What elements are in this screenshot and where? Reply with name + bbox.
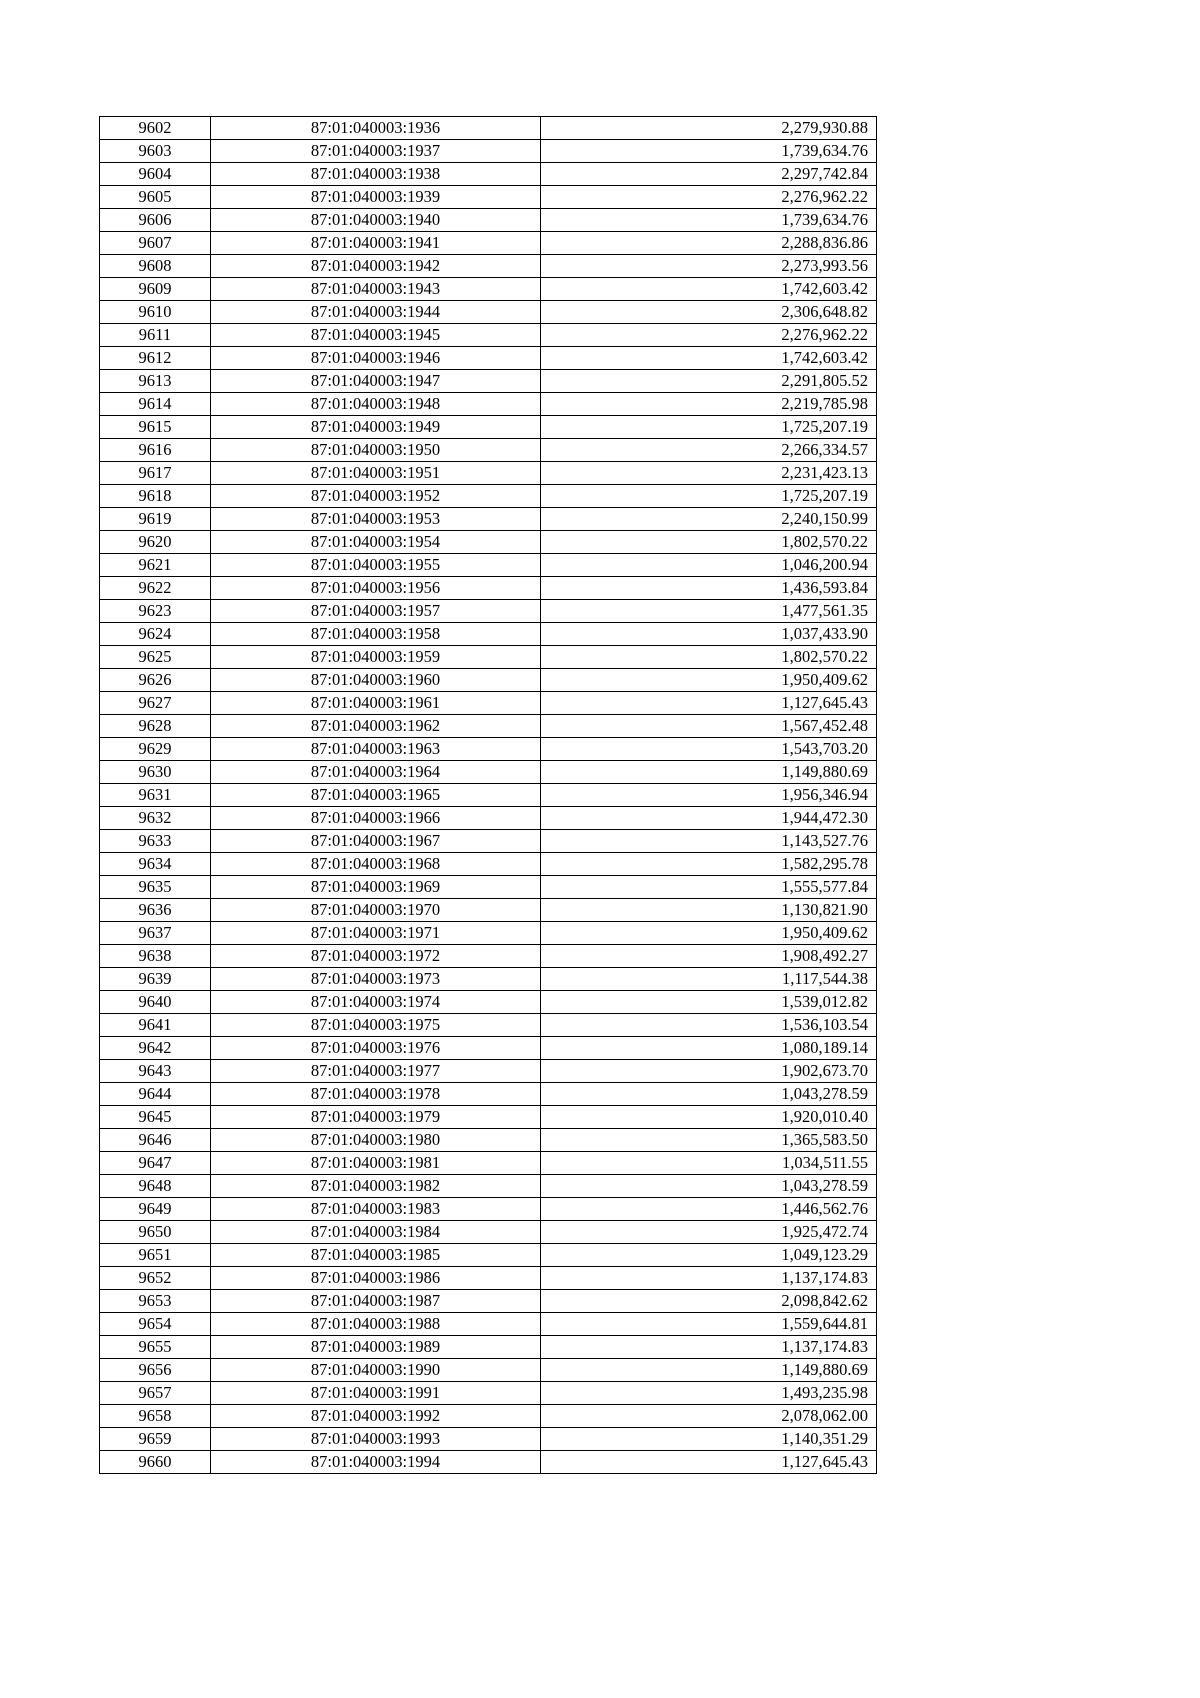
row-number-cell: 9656 xyxy=(100,1359,211,1382)
cadastral-value-cell: 1,944,472.30 xyxy=(541,807,877,830)
row-number-cell: 9619 xyxy=(100,508,211,531)
table-row xyxy=(100,1336,877,1359)
row-number-cell: 9635 xyxy=(100,876,211,899)
cadastral-value-cell: 1,950,409.62 xyxy=(541,669,877,692)
row-number-cell: 9629 xyxy=(100,738,211,761)
cadastral-value-cell: 1,127,645.43 xyxy=(541,692,877,715)
row-number-cell: 9606 xyxy=(100,209,211,232)
cadastral-number-cell: 87:01:040003:1991 xyxy=(211,1382,541,1405)
table-row xyxy=(100,715,877,738)
row-number-cell: 9602 xyxy=(100,117,211,140)
cadastral-number-cell: 87:01:040003:1979 xyxy=(211,1106,541,1129)
row-number-cell: 9645 xyxy=(100,1106,211,1129)
table-row xyxy=(100,853,877,876)
cadastral-value-cell: 1,559,644.81 xyxy=(541,1313,877,1336)
row-number-cell: 9605 xyxy=(100,186,211,209)
table-row xyxy=(100,1014,877,1037)
row-number-cell: 9603 xyxy=(100,140,211,163)
table-row xyxy=(100,485,877,508)
cadastral-value-cell: 1,034,511.55 xyxy=(541,1152,877,1175)
cadastral-value-cell: 1,436,593.84 xyxy=(541,577,877,600)
cadastral-number-cell: 87:01:040003:1940 xyxy=(211,209,541,232)
table-row xyxy=(100,1129,877,1152)
row-number-cell: 9626 xyxy=(100,669,211,692)
row-number-cell: 9649 xyxy=(100,1198,211,1221)
cadastral-value-cell: 1,493,235.98 xyxy=(541,1382,877,1405)
cadastral-number-cell: 87:01:040003:1983 xyxy=(211,1198,541,1221)
row-number-cell: 9614 xyxy=(100,393,211,416)
row-number-cell: 9610 xyxy=(100,301,211,324)
row-number-cell: 9636 xyxy=(100,899,211,922)
table-row xyxy=(100,462,877,485)
table-row xyxy=(100,830,877,853)
table-row xyxy=(100,922,877,945)
cadastral-number-cell: 87:01:040003:1962 xyxy=(211,715,541,738)
row-number-cell: 9646 xyxy=(100,1129,211,1152)
cadastral-number-cell: 87:01:040003:1964 xyxy=(211,761,541,784)
cadastral-number-cell: 87:01:040003:1941 xyxy=(211,232,541,255)
row-number-cell: 9617 xyxy=(100,462,211,485)
cadastral-number-cell: 87:01:040003:1955 xyxy=(211,554,541,577)
table-row xyxy=(100,1060,877,1083)
cadastral-number-cell: 87:01:040003:1985 xyxy=(211,1244,541,1267)
cadastral-value-cell: 1,137,174.83 xyxy=(541,1267,877,1290)
row-number-cell: 9616 xyxy=(100,439,211,462)
table-row xyxy=(100,1428,877,1451)
table-row xyxy=(100,600,877,623)
cadastral-value-cell: 1,149,880.69 xyxy=(541,761,877,784)
cadastral-value-cell: 1,543,703.20 xyxy=(541,738,877,761)
cadastral-value-cell: 1,802,570.22 xyxy=(541,646,877,669)
cadastral-number-cell: 87:01:040003:1972 xyxy=(211,945,541,968)
table-row xyxy=(100,209,877,232)
cadastral-number-cell: 87:01:040003:1960 xyxy=(211,669,541,692)
cadastral-number-cell: 87:01:040003:1954 xyxy=(211,531,541,554)
row-number-cell: 9615 xyxy=(100,416,211,439)
cadastral-number-cell: 87:01:040003:1988 xyxy=(211,1313,541,1336)
cadastral-number-cell: 87:01:040003:1969 xyxy=(211,876,541,899)
cadastral-value-cell: 1,130,821.90 xyxy=(541,899,877,922)
table-row xyxy=(100,1152,877,1175)
cadastral-number-cell: 87:01:040003:1945 xyxy=(211,324,541,347)
row-number-cell: 9631 xyxy=(100,784,211,807)
row-number-cell: 9637 xyxy=(100,922,211,945)
row-number-cell: 9651 xyxy=(100,1244,211,1267)
row-number-cell: 9630 xyxy=(100,761,211,784)
cadastral-value-cell: 1,742,603.42 xyxy=(541,347,877,370)
row-number-cell: 9655 xyxy=(100,1336,211,1359)
table-row xyxy=(100,370,877,393)
table-row xyxy=(100,255,877,278)
cadastral-number-cell: 87:01:040003:1987 xyxy=(211,1290,541,1313)
cadastral-number-cell: 87:01:040003:1980 xyxy=(211,1129,541,1152)
cadastral-value-cell: 1,080,189.14 xyxy=(541,1037,877,1060)
cadastral-value-cell: 1,802,570.22 xyxy=(541,531,877,554)
cadastral-number-cell: 87:01:040003:1990 xyxy=(211,1359,541,1382)
cadastral-value-cell: 1,477,561.35 xyxy=(541,600,877,623)
cadastral-value-cell: 1,902,673.70 xyxy=(541,1060,877,1083)
table-row xyxy=(100,1106,877,1129)
row-number-cell: 9612 xyxy=(100,347,211,370)
row-number-cell: 9613 xyxy=(100,370,211,393)
cadastral-number-cell: 87:01:040003:1957 xyxy=(211,600,541,623)
cadastral-number-cell: 87:01:040003:1981 xyxy=(211,1152,541,1175)
row-number-cell: 9653 xyxy=(100,1290,211,1313)
cadastral-value-cell: 1,037,433.90 xyxy=(541,623,877,646)
table-row xyxy=(100,163,877,186)
cadastral-value-cell: 1,143,527.76 xyxy=(541,830,877,853)
cadastral-number-cell: 87:01:040003:1975 xyxy=(211,1014,541,1037)
row-number-cell: 9642 xyxy=(100,1037,211,1060)
table-row xyxy=(100,991,877,1014)
cadastral-number-cell: 87:01:040003:1947 xyxy=(211,370,541,393)
row-number-cell: 9654 xyxy=(100,1313,211,1336)
cadastral-number-cell: 87:01:040003:1948 xyxy=(211,393,541,416)
cadastral-number-cell: 87:01:040003:1966 xyxy=(211,807,541,830)
cadastral-value-cell: 1,567,452.48 xyxy=(541,715,877,738)
cadastral-number-cell: 87:01:040003:1936 xyxy=(211,117,541,140)
cadastral-number-cell: 87:01:040003:1977 xyxy=(211,1060,541,1083)
row-number-cell: 9650 xyxy=(100,1221,211,1244)
cadastral-number-cell: 87:01:040003:1950 xyxy=(211,439,541,462)
table-row xyxy=(100,393,877,416)
table-row xyxy=(100,554,877,577)
cadastral-number-cell: 87:01:040003:1970 xyxy=(211,899,541,922)
row-number-cell: 9640 xyxy=(100,991,211,1014)
table-row xyxy=(100,140,877,163)
cadastral-value-cell: 1,920,010.40 xyxy=(541,1106,877,1129)
table-row xyxy=(100,807,877,830)
cadastral-value-cell: 1,043,278.59 xyxy=(541,1175,877,1198)
cadastral-value-cell: 1,725,207.19 xyxy=(541,485,877,508)
table-row xyxy=(100,945,877,968)
table-row xyxy=(100,1083,877,1106)
table-row xyxy=(100,1313,877,1336)
cadastral-value-cell: 2,273,993.56 xyxy=(541,255,877,278)
cadastral-number-cell: 87:01:040003:1993 xyxy=(211,1428,541,1451)
cadastral-number-cell: 87:01:040003:1965 xyxy=(211,784,541,807)
cadastral-value-cell: 1,127,645.43 xyxy=(541,1451,877,1474)
cadastral-value-cell: 2,078,062.00 xyxy=(541,1405,877,1428)
cadastral-number-cell: 87:01:040003:1968 xyxy=(211,853,541,876)
table-row xyxy=(100,1405,877,1428)
table-row xyxy=(100,531,877,554)
table-row xyxy=(100,416,877,439)
row-number-cell: 9625 xyxy=(100,646,211,669)
table-row xyxy=(100,1267,877,1290)
row-number-cell: 9620 xyxy=(100,531,211,554)
cadastral-number-cell: 87:01:040003:1949 xyxy=(211,416,541,439)
table-row xyxy=(100,1359,877,1382)
table-row xyxy=(100,968,877,991)
table-row xyxy=(100,1290,877,1313)
cadastral-value-cell: 2,240,150.99 xyxy=(541,508,877,531)
cadastral-value-cell: 2,276,962.22 xyxy=(541,324,877,347)
cadastral-value-cell: 1,539,012.82 xyxy=(541,991,877,1014)
table-row xyxy=(100,324,877,347)
table-row xyxy=(100,899,877,922)
table-row xyxy=(100,646,877,669)
cadastral-number-cell: 87:01:040003:1959 xyxy=(211,646,541,669)
cadastral-number-cell: 87:01:040003:1974 xyxy=(211,991,541,1014)
cadastral-number-cell: 87:01:040003:1986 xyxy=(211,1267,541,1290)
row-number-cell: 9624 xyxy=(100,623,211,646)
cadastral-value-cell: 1,582,295.78 xyxy=(541,853,877,876)
cadastral-number-cell: 87:01:040003:1946 xyxy=(211,347,541,370)
table-row xyxy=(100,784,877,807)
table-row xyxy=(100,623,877,646)
row-number-cell: 9658 xyxy=(100,1405,211,1428)
row-number-cell: 9641 xyxy=(100,1014,211,1037)
row-number-cell: 9644 xyxy=(100,1083,211,1106)
cadastral-value-cell: 2,306,648.82 xyxy=(541,301,877,324)
cadastral-value-cell: 1,446,562.76 xyxy=(541,1198,877,1221)
cadastral-value-cell: 1,908,492.27 xyxy=(541,945,877,968)
cadastral-number-cell: 87:01:040003:1951 xyxy=(211,462,541,485)
cadastral-number-cell: 87:01:040003:1944 xyxy=(211,301,541,324)
table-body xyxy=(100,117,877,1474)
row-number-cell: 9618 xyxy=(100,485,211,508)
cadastral-number-cell: 87:01:040003:1956 xyxy=(211,577,541,600)
row-number-cell: 9652 xyxy=(100,1267,211,1290)
cadastral-value-cell: 2,297,742.84 xyxy=(541,163,877,186)
cadastral-number-cell: 87:01:040003:1953 xyxy=(211,508,541,531)
cadastral-number-cell: 87:01:040003:1942 xyxy=(211,255,541,278)
table-row xyxy=(100,577,877,600)
cadastral-value-cell: 2,231,423.13 xyxy=(541,462,877,485)
table-row xyxy=(100,692,877,715)
cadastral-value-cell: 1,739,634.76 xyxy=(541,209,877,232)
cadastral-value-cell: 1,956,346.94 xyxy=(541,784,877,807)
row-number-cell: 9608 xyxy=(100,255,211,278)
row-number-cell: 9622 xyxy=(100,577,211,600)
table-row xyxy=(100,1382,877,1405)
row-number-cell: 9632 xyxy=(100,807,211,830)
cadastral-value-cell: 1,725,207.19 xyxy=(541,416,877,439)
cadastral-number-cell: 87:01:040003:1958 xyxy=(211,623,541,646)
table-row xyxy=(100,876,877,899)
cadastral-number-cell: 87:01:040003:1971 xyxy=(211,922,541,945)
row-number-cell: 9611 xyxy=(100,324,211,347)
row-number-cell: 9647 xyxy=(100,1152,211,1175)
table-row xyxy=(100,1451,877,1474)
table-row xyxy=(100,117,877,140)
cadastral-number-cell: 87:01:040003:1992 xyxy=(211,1405,541,1428)
cadastral-value-cell: 2,291,805.52 xyxy=(541,370,877,393)
cadastral-value-cell: 1,049,123.29 xyxy=(541,1244,877,1267)
table-row xyxy=(100,761,877,784)
row-number-cell: 9633 xyxy=(100,830,211,853)
table-row xyxy=(100,738,877,761)
table-row xyxy=(100,278,877,301)
row-number-cell: 9659 xyxy=(100,1428,211,1451)
cadastral-value-cell: 1,739,634.76 xyxy=(541,140,877,163)
row-number-cell: 9627 xyxy=(100,692,211,715)
cadastral-number-cell: 87:01:040003:1952 xyxy=(211,485,541,508)
row-number-cell: 9609 xyxy=(100,278,211,301)
cadastral-value-cell: 1,140,351.29 xyxy=(541,1428,877,1451)
cadastral-number-cell: 87:01:040003:1967 xyxy=(211,830,541,853)
row-number-cell: 9648 xyxy=(100,1175,211,1198)
row-number-cell: 9657 xyxy=(100,1382,211,1405)
table-row xyxy=(100,301,877,324)
cadastral-value-cell: 1,742,603.42 xyxy=(541,278,877,301)
cadastral-value-cell: 1,925,472.74 xyxy=(541,1221,877,1244)
row-number-cell: 9660 xyxy=(100,1451,211,1474)
table-row xyxy=(100,347,877,370)
row-number-cell: 9634 xyxy=(100,853,211,876)
cadastral-number-cell: 87:01:040003:1984 xyxy=(211,1221,541,1244)
cadastral-value-table xyxy=(99,116,877,1474)
cadastral-value-cell: 1,149,880.69 xyxy=(541,1359,877,1382)
cadastral-number-cell: 87:01:040003:1989 xyxy=(211,1336,541,1359)
cadastral-number-cell: 87:01:040003:1994 xyxy=(211,1451,541,1474)
table-row xyxy=(100,1221,877,1244)
row-number-cell: 9604 xyxy=(100,163,211,186)
cadastral-value-cell: 1,950,409.62 xyxy=(541,922,877,945)
table-row xyxy=(100,439,877,462)
cadastral-value-cell: 1,555,577.84 xyxy=(541,876,877,899)
row-number-cell: 9643 xyxy=(100,1060,211,1083)
cadastral-value-cell: 2,279,930.88 xyxy=(541,117,877,140)
row-number-cell: 9607 xyxy=(100,232,211,255)
cadastral-number-cell: 87:01:040003:1976 xyxy=(211,1037,541,1060)
row-number-cell: 9638 xyxy=(100,945,211,968)
cadastral-number-cell: 87:01:040003:1939 xyxy=(211,186,541,209)
row-number-cell: 9623 xyxy=(100,600,211,623)
table-row xyxy=(100,1244,877,1267)
cadastral-number-cell: 87:01:040003:1982 xyxy=(211,1175,541,1198)
cadastral-number-cell: 87:01:040003:1937 xyxy=(211,140,541,163)
table-row xyxy=(100,508,877,531)
cadastral-value-cell: 2,219,785.98 xyxy=(541,393,877,416)
table-row xyxy=(100,186,877,209)
cadastral-number-cell: 87:01:040003:1978 xyxy=(211,1083,541,1106)
cadastral-value-cell: 1,046,200.94 xyxy=(541,554,877,577)
table-row xyxy=(100,1175,877,1198)
row-number-cell: 9639 xyxy=(100,968,211,991)
cadastral-value-cell: 1,137,174.83 xyxy=(541,1336,877,1359)
cadastral-value-cell: 2,288,836.86 xyxy=(541,232,877,255)
cadastral-value-cell: 1,043,278.59 xyxy=(541,1083,877,1106)
cadastral-number-cell: 87:01:040003:1973 xyxy=(211,968,541,991)
table-row xyxy=(100,1198,877,1221)
table-row xyxy=(100,232,877,255)
cadastral-number-cell: 87:01:040003:1961 xyxy=(211,692,541,715)
cadastral-value-cell: 1,365,583.50 xyxy=(541,1129,877,1152)
cadastral-number-cell: 87:01:040003:1943 xyxy=(211,278,541,301)
cadastral-value-cell: 1,117,544.38 xyxy=(541,968,877,991)
table-row xyxy=(100,669,877,692)
cadastral-value-cell: 2,098,842.62 xyxy=(541,1290,877,1313)
cadastral-value-cell: 1,536,103.54 xyxy=(541,1014,877,1037)
cadastral-value-cell: 2,266,334.57 xyxy=(541,439,877,462)
cadastral-value-cell: 2,276,962.22 xyxy=(541,186,877,209)
cadastral-number-cell: 87:01:040003:1938 xyxy=(211,163,541,186)
row-number-cell: 9628 xyxy=(100,715,211,738)
row-number-cell: 9621 xyxy=(100,554,211,577)
cadastral-number-cell: 87:01:040003:1963 xyxy=(211,738,541,761)
table-row xyxy=(100,1037,877,1060)
